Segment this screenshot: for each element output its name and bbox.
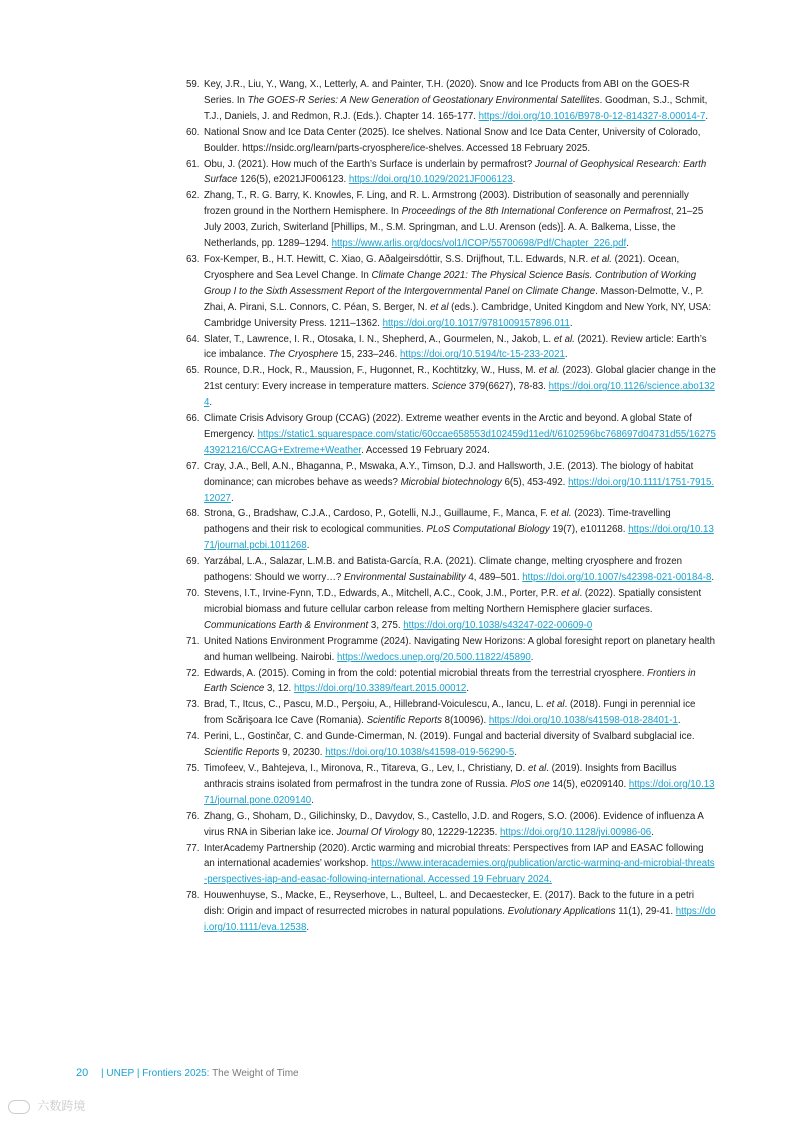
reference-text: Key, J.R., Liu, Y., Wang, X., Letterly, A. and Painter, T.H. (2020). Snow and Ice Products from ABI on the GOES-R Series. In: [204, 79, 690, 106]
reference-item: [186, 363, 716, 411]
watermark-logo-icon: [8, 1100, 30, 1114]
reference-text: .: [306, 540, 310, 552]
reference-link[interactable]: https://doi.org/10.1371/journal.pcbi.1011268: [204, 524, 714, 552]
reference-number: 71.: [186, 635, 200, 647]
reference-item: [186, 77, 716, 125]
reference-text: 3, 12.: [264, 683, 294, 695]
reference-item: [186, 729, 716, 761]
page-number: 20: [76, 1067, 89, 1079]
reference-italic-text: et al.: [538, 365, 560, 377]
reference-text: .: [651, 826, 654, 838]
reference-text: (eds.). Cambridge, United Kingdom and New York, NY, USA: Cambridge University Press. 1211–1362.: [204, 301, 712, 329]
reference-italic-text: Journal Of Virology: [336, 826, 419, 838]
reference-link[interactable]: https://www.arlis.org/docs/vol1/ICOP/55700698/Pdf/Chapter_226.pdf: [331, 238, 627, 250]
reference-text: .: [311, 794, 314, 806]
reference-text: Perini, L., Gostinčar, C. and Gunde-Cimerman, N. (2019). Fungal and bacterial diversity of Svalbard subglacial ice.: [204, 731, 695, 743]
reference-item: [186, 634, 716, 666]
reference-link[interactable]: https://doi.org/10.1017/9781009157896.011: [382, 317, 570, 329]
reference-link[interactable]: https://doi.org/10.1016/B978-0-12-814327-8.00014-7: [478, 110, 706, 122]
reference-italic-text: Science: [431, 381, 467, 393]
reference-link[interactable]: https://doi.org/10.1007/s42398-021-00184-8: [522, 572, 712, 584]
reference-italic-text: The Cryosphere: [268, 349, 339, 361]
reference-item: [186, 809, 716, 841]
reference-italic-text: PLoS Computational Biology: [426, 524, 550, 536]
reference-link[interactable]: https://doi.org/10.1126/science.abo1324: [204, 381, 715, 409]
reference-italic-text: et al.: [553, 333, 575, 345]
reference-link[interactable]: https://doi.org/10.1111/1751-7915.12027: [204, 476, 715, 504]
reference-number: 73.: [186, 699, 200, 711]
reference-text: 6(5), 453-492.: [501, 476, 569, 488]
reference-link[interactable]: https://doi.org/10.1371/journal.pone.0209140: [204, 778, 715, 806]
reference-number: 67.: [186, 460, 200, 472]
reference-item: [186, 666, 716, 698]
reference-item: [186, 459, 716, 507]
reference-text: National Snow and Ice Data Center (2025). Ice shelves. National Snow and Ice Data Center, University of Colorado, Boulder. https://nsidc.org/learn/parts-cryosphere/ice-shelves. Accessed 18 February 2025.: [204, 126, 701, 154]
reference-text: Cray, J.A., Bell, A.N., Bhaganna, P., Mswaka, A.Y., Timson, D.J. and Hallsworth, J.E. (2013). The biology of habitat dominance; can microbes behave as weeds?: [204, 460, 694, 488]
reference-number: 64.: [186, 333, 200, 345]
reference-italic-text: et al.: [590, 253, 612, 265]
reference-number: 70.: [186, 588, 200, 599]
reference-number: 77.: [186, 842, 200, 854]
reference-text: 379(6627), 78-83.: [466, 381, 549, 393]
reference-text: Slater, T., Lawrence, I. R., Otosaka, I. N., Shepherd, A., Gourmelen, N., Jakob, L.: [204, 333, 554, 345]
reference-text: .: [209, 397, 213, 409]
reference-italic-text: Climate Change 2021: The Physical Science Basis. Contribution of Working Group I to the Sixth Assessment Report of the Intergovernmental Panel on Climate Change: [204, 269, 697, 297]
reference-italic-text: et al: [561, 588, 580, 599]
reference-link[interactable]: https://static1.squarespace.com/static/60ccae658553d102459d11ed/t/6102596bc768697d04731d55/1627543921216/CCAG+Extreme+Weather: [204, 428, 716, 456]
reference-number: 63.: [186, 253, 200, 265]
footer-subtitle: The Weight of Time: [212, 1068, 299, 1079]
reference-text: Rounce, D.R., Hock, R., Maussion, F., Hugonnet, R., Kochtitzky, W., Huss, M.: [204, 365, 539, 377]
reference-link[interactable]: https://doi.org/10.1128/jvi.00986-06: [500, 826, 652, 838]
reference-italic-text: Evolutionary Applications: [507, 906, 616, 918]
reference-link[interactable]: https://doi.org/10.1038/s41598-018-28401-1: [488, 715, 678, 727]
reference-item: [186, 125, 716, 157]
reference-text: Zhang, G., Shoham, D., Gilichinsky, D., Davydov, S., Castello, J.D. and Rogers, S.O. (2006). Evidence of influenza A virus RNA in Siberian lake ice.: [204, 810, 704, 838]
reference-item: [186, 188, 716, 252]
reference-italic-text: et al: [546, 699, 565, 711]
reference-link[interactable]: https://doi.org/10.5194/tc-15-233-2021: [400, 349, 565, 361]
reference-item: [186, 586, 716, 634]
reference-text: . (2018). Fungi in perennial ice from Scărişoara Ice Cave (Romania).: [204, 699, 696, 727]
reference-text: .: [512, 174, 516, 186]
reference-text: . (2022). Spatially consistent microbial biomass and future cellular carbon release from melting Northern Hemisphere glacier surfaces.: [204, 588, 702, 615]
reference-text: .: [466, 683, 469, 695]
reference-text: .: [514, 747, 517, 759]
reference-text: . (2019). Insights from Bacillus anthracis strains isolated from permafrost in the tundra zone of Russia.: [204, 762, 677, 790]
reference-italic-text: Frontiers in Earth Science: [204, 667, 696, 695]
reference-text: .: [230, 492, 234, 504]
reference-text: 8(10096).: [441, 715, 489, 727]
reference-item: [186, 841, 716, 889]
reference-text: 126(5), e2021JF006123.: [237, 174, 349, 186]
reference-text: .: [530, 651, 534, 663]
reference-link[interactable]: https://doi.org/10.3389/feart.2015.00012: [293, 683, 467, 695]
footer-separator: |: [136, 1068, 140, 1079]
reference-text: Yarzábal, L.A., Salazar, L.M.B. and Batista-García, R.A. (2021). Climate change, melting cryosphere and frozen pathogens: Should we worry…?: [204, 556, 682, 584]
reference-text: 11(1), 29-41.: [615, 906, 676, 918]
reference-number: 69.: [186, 556, 200, 568]
reference-link[interactable]: https://doi.org/10.1111/eva.12538: [204, 906, 716, 934]
reference-text: .: [677, 715, 681, 727]
reference-text: Zhang, T., R. G. Barry, K. Knowles, F. Ling, and R. L. Armstrong (2003). Distribution of seasonally and perennially frozen ground in the Northern Hemisphere. In: [204, 190, 689, 218]
reference-list: [186, 77, 716, 936]
reference-text: .: [569, 317, 573, 329]
reference-item: [186, 506, 716, 554]
reference-italic-text: Communications Earth & Environment: [204, 619, 369, 631]
reference-italic-text: et al: [430, 301, 449, 313]
reference-item: [186, 697, 716, 729]
reference-number: 75.: [186, 762, 200, 774]
reference-item: [186, 332, 716, 364]
reference-item: [186, 411, 716, 459]
reference-text: InterAcademy Partnership (2020). Arctic warming and microbial threats: Perspectives from IAP and EASAC following an international academies’ workshop.: [204, 842, 704, 870]
reference-text: . Masson-Delmotte, V., P. Zhai, A. Pirani, S.L. Connors, C. Péan, S. Berger, N.: [204, 285, 704, 313]
reference-number: 72.: [186, 667, 200, 679]
reference-link[interactable]: https://wedocs.unep.org/20.500.11822/45890: [337, 651, 531, 663]
watermark: [8, 1097, 85, 1114]
reference-item: [186, 554, 716, 586]
reference-text: .: [626, 238, 629, 250]
reference-item: [186, 157, 716, 189]
reference-text: (2021). Review article: Earth’s ice imbalance.: [204, 333, 707, 361]
footer-separator: |: [101, 1068, 104, 1079]
reference-item: [186, 761, 716, 809]
reference-text: Obu, J. (2021). How much of the Earth’s Surface is underlain by permafrost?: [204, 158, 535, 170]
reference-italic-text: Microbial biotechnology: [400, 476, 502, 488]
reference-text: . Accessed 19 February 2024.: [361, 444, 490, 456]
reference-italic-text: Scientific Reports: [366, 715, 442, 727]
page-footer: [76, 1067, 299, 1079]
reference-number: 60.: [186, 126, 200, 138]
reference-text: (2023). Global glacier change in the 21st century: Every increase in temperature matters.: [204, 365, 716, 393]
reference-italic-text: Environmental Sustainability: [344, 572, 466, 584]
reference-italic-text: Journal of Geophysical Research: Earth Surface: [204, 158, 707, 186]
reference-text: .: [564, 349, 568, 361]
reference-number: 76.: [186, 810, 200, 822]
reference-text: 14(5), e0209140.: [549, 778, 629, 790]
reference-text: . Goodman, S.J., Schmit, T.J., Daniels, J. and Redmon, R.J. (Eds.). Chapter 14. 165-177.: [204, 94, 708, 122]
reference-number: 62.: [186, 190, 200, 202]
reference-text: United Nations Environment Programme (2024). Navigating New Horizons: A global foresight report on planetary health and human wellbeing. Nairobi.: [204, 635, 716, 663]
reference-italic-text: PloS one: [510, 778, 550, 790]
reference-italic-text: t al.: [555, 508, 572, 520]
reference-number: 61.: [186, 158, 200, 170]
reference-text: 80, 12229-12235.: [418, 826, 501, 838]
reference-text: Brad, T., Itcus, C., Pascu, M.D., Perşoiu, A., Hillebrand-Voiculescu, A., Iancu, L.: [204, 699, 547, 711]
watermark-text: 六数跨境: [37, 1099, 86, 1113]
reference-item: [186, 252, 716, 332]
reference-text: .: [705, 110, 709, 122]
reference-text: Houwenhuyse, S., Macke, E., Reyserhove, L., Bulteel, L. and Decaestecker, E. (2017). Back to the future in a petri dish: Origin and impact of resurrected microbes in natural populations.: [204, 890, 695, 918]
reference-text: .: [711, 572, 715, 584]
reference-text: 4, 489–501.: [465, 572, 523, 584]
reference-number: 74.: [186, 731, 200, 743]
reference-number: 78.: [186, 890, 200, 902]
reference-italic-text: The GOES-R Series: A New Generation of Geostationary Environmental Satellites: [247, 94, 600, 106]
reference-link[interactable]: https://www.interacademies.org/publication/arctic-warming-and-microbial-threats-perspectives-iap-and-easac-following-international. Accessed 19 February 2024.: [204, 858, 715, 886]
reference-item: [186, 888, 716, 936]
reference-italic-text: Scientific Reports: [204, 747, 280, 759]
reference-text: 19(7), e1011268.: [549, 524, 629, 536]
reference-number: 66.: [186, 413, 200, 425]
reference-text: Strona, G., Bradshaw, C.J.A., Cardoso, P., Gotelli, N.J., Guillaume, F., Manca, F. e: [204, 508, 556, 520]
reference-text: (2021). Ocean, Cryosphere and Sea Level Change. In: [204, 253, 680, 281]
footer-publisher: UNEP: [106, 1068, 135, 1079]
reference-text: Edwards, A. (2015). Coming in from the cold: potential microbial threats from the terrestrial cryosphere.: [204, 667, 648, 679]
footer-series: Frontiers 2025:: [142, 1068, 210, 1079]
reference-number: 68.: [186, 508, 200, 520]
reference-text: Stevens, I.T., Irvine-Fynn, T.D., Edwards, A., Mitchell, A.C., Cook, J.M., Porter, P.R.: [204, 588, 562, 599]
reference-text: 15, 233–246.: [338, 349, 401, 361]
reference-link[interactable]: https://doi.org/10.1038/s43247-022-00609-0: [403, 619, 593, 631]
reference-text: , 21–25 July 2003, Zurich, Switerland [Phillips, M., S.M. Springman, and L.U. Arenson (eds)]. A. A. Balkema, Lisse, the Netherlands, pp. 1289–1294.: [204, 206, 704, 250]
reference-italic-text: et al: [527, 762, 547, 774]
reference-text: .: [306, 922, 310, 934]
reference-number: 65.: [186, 365, 200, 377]
reference-link[interactable]: https://doi.org/10.1038/s41598-019-56290-5: [325, 747, 515, 759]
reference-text: Timofeev, V., Bahtejeva, I., Mironova, R., Titareva, G., Lev, I., Christiany, D.: [204, 762, 528, 774]
reference-text: Climate Crisis Advisory Group (CCAG) (2022). Extreme weather events in the Arctic and beyond. A global State of Emergency.: [204, 413, 692, 440]
reference-text: 3, 275.: [368, 619, 404, 631]
reference-italic-text: Proceedings of the 8th International Conference on Permafrost: [401, 206, 671, 218]
reference-link[interactable]: https://doi.org/10.1029/2021JF006123: [348, 174, 513, 186]
reference-text: 9, 20230.: [279, 747, 326, 759]
reference-text: (2023). Time-travelling pathogens and their risk to ecological communities.: [204, 508, 671, 536]
reference-text: Fox-Kemper, B., H.T. Hewitt, C. Xiao, G. Aðalgeirsdóttir, S.S. Drijfhout, T.L. Edwards, N.R.: [204, 253, 591, 265]
reference-number: 59.: [186, 79, 200, 90]
